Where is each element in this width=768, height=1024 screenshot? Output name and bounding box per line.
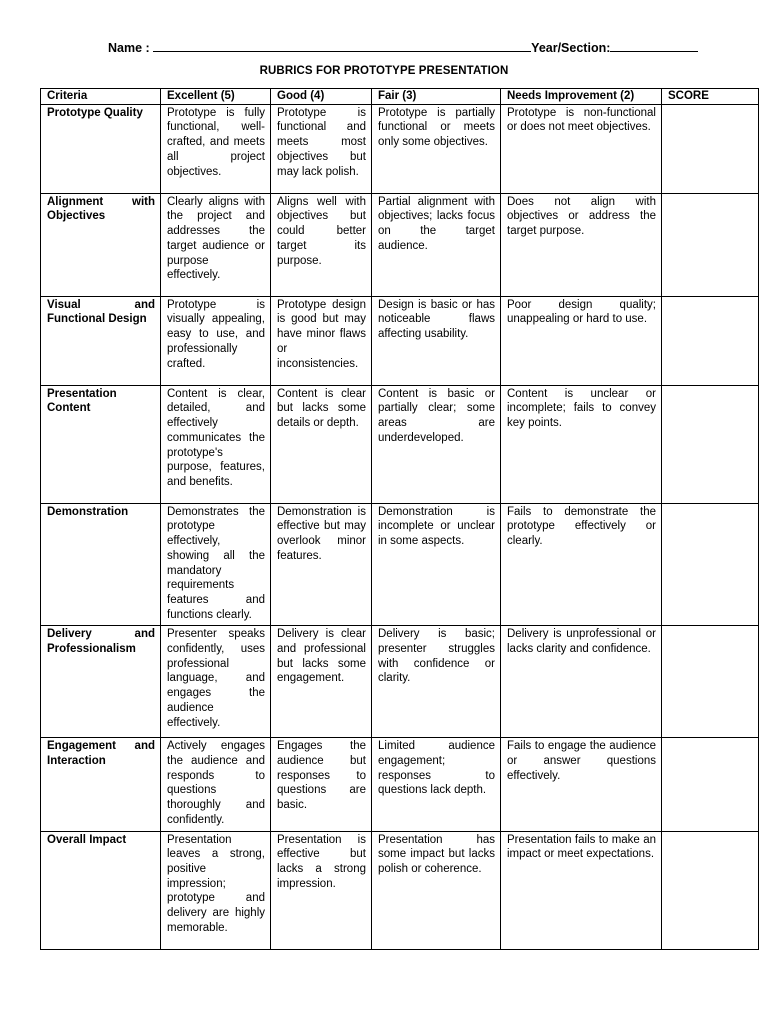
col-fair: Fair (3)	[372, 89, 501, 105]
criteria-cell: Alignment with Objectives	[41, 193, 161, 296]
fair-cell: Limited audience engagement; responses to questions lack depth.	[372, 738, 501, 831]
table-row	[41, 503, 759, 626]
fair-cell: Prototype is partially functional or meets only some objectives.	[372, 104, 501, 193]
col-criteria: Criteria	[41, 89, 161, 105]
fair-cell: Demonstration is incomplete or unclear in some aspects.	[372, 503, 501, 626]
needs-improvement-cell: Delivery is unprofessional or lacks clarity and confidence.	[501, 626, 662, 738]
score-cell[interactable]	[662, 626, 759, 738]
excellent-cell: Demonstrates the prototype effectively, showing all the mandatory requirements features and functions clearly.	[161, 503, 271, 626]
excellent-cell: Actively engages the audience and responds to questions thoroughly and confidently.	[161, 738, 271, 831]
table-row	[41, 296, 759, 385]
excellent-cell: Prototype is fully functional, well-crafted, and meets all project objectives.	[161, 104, 271, 193]
excellent-cell: Presentation leaves a strong, positive impression; prototype and delivery are highly memorable.	[161, 831, 271, 949]
table-row	[41, 193, 759, 296]
table-row	[41, 626, 759, 738]
score-cell[interactable]	[662, 104, 759, 193]
table-row	[41, 738, 759, 831]
table-row	[41, 385, 759, 503]
good-cell: Aligns well with objectives but could better target its purpose.	[271, 193, 372, 296]
fair-cell: Design is basic or has noticeable flaws affecting usability.	[372, 296, 501, 385]
table-row	[41, 831, 759, 949]
needs-improvement-cell: Fails to engage the audience or answer questions effectively.	[501, 738, 662, 831]
header-row	[41, 89, 759, 105]
good-cell: Prototype design is good but may have minor flaws or inconsistencies.	[271, 296, 372, 385]
year-section-blank[interactable]	[610, 40, 698, 52]
page-title: RUBRICS FOR PROTOTYPE PRESENTATION	[259, 65, 509, 77]
criteria-cell: Demonstration	[41, 503, 161, 626]
excellent-cell: Prototype is visually appealing, easy to use, and professionally crafted.	[161, 296, 271, 385]
good-cell: Engages the audience but responses to questions are basic.	[271, 738, 372, 831]
name-blank[interactable]	[153, 40, 531, 52]
col-needs-improvement: Needs Improvement (2)	[501, 89, 662, 105]
criteria-cell: Engagement and Interaction	[41, 738, 161, 831]
good-cell: Delivery is clear and professional but lacks some engagement.	[271, 626, 372, 738]
needs-improvement-cell: Presentation fails to make an impact or meet expectations.	[501, 831, 662, 949]
score-cell[interactable]	[662, 503, 759, 626]
score-cell[interactable]	[662, 831, 759, 949]
needs-improvement-cell: Prototype is non-functional or does not meet objectives.	[501, 104, 662, 193]
needs-improvement-cell: Does not align with objectives or address the target purpose.	[501, 193, 662, 296]
fair-cell: Presentation has some impact but lacks polish or coherence.	[372, 831, 501, 949]
name-label: Name :	[108, 41, 150, 55]
score-cell[interactable]	[662, 738, 759, 831]
header-fields	[108, 40, 708, 55]
score-cell[interactable]	[662, 385, 759, 503]
fair-cell: Content is basic or partially clear; some areas are underdeveloped.	[372, 385, 501, 503]
table-row	[41, 104, 759, 193]
excellent-cell: Presenter speaks confidently, uses professional language, and engages the audience effectively.	[161, 626, 271, 738]
col-excellent: Excellent (5)	[161, 89, 271, 105]
year-section-label: Year/Section:	[531, 41, 611, 55]
fair-cell: Delivery is basic; presenter struggles with confidence or clarity.	[372, 626, 501, 738]
col-score: SCORE	[662, 89, 759, 105]
good-cell: Presentation is effective but lacks a strong impression.	[271, 831, 372, 949]
needs-improvement-cell: Content is unclear or incomplete; fails to convey key points.	[501, 385, 662, 503]
criteria-cell: Overall Impact	[41, 831, 161, 949]
needs-improvement-cell: Fails to demonstrate the prototype effectively or clearly.	[501, 503, 662, 626]
score-cell[interactable]	[662, 193, 759, 296]
col-good: Good (4)	[271, 89, 372, 105]
good-cell: Content is clear but lacks some details or depth.	[271, 385, 372, 503]
good-cell: Demonstration is effective but may overlook minor features.	[271, 503, 372, 626]
rubric-table	[40, 88, 759, 950]
score-cell[interactable]	[662, 296, 759, 385]
criteria-cell: Presentation Content	[41, 385, 161, 503]
criteria-cell: Visual and Functional Design	[41, 296, 161, 385]
excellent-cell: Clearly aligns with the project and addresses the target audience or purpose effectively.	[161, 193, 271, 296]
good-cell: Prototype is functional and meets most objectives but may lack polish.	[271, 104, 372, 193]
criteria-cell: Delivery and Professionalism	[41, 626, 161, 738]
fair-cell: Partial alignment with objectives; lacks focus on the target audience.	[372, 193, 501, 296]
excellent-cell: Content is clear, detailed, and effectively communicates the prototype's purpose, features, and benefits.	[161, 385, 271, 503]
criteria-cell: Prototype Quality	[41, 104, 161, 193]
needs-improvement-cell: Poor design quality; unappealing or hard to use.	[501, 296, 662, 385]
